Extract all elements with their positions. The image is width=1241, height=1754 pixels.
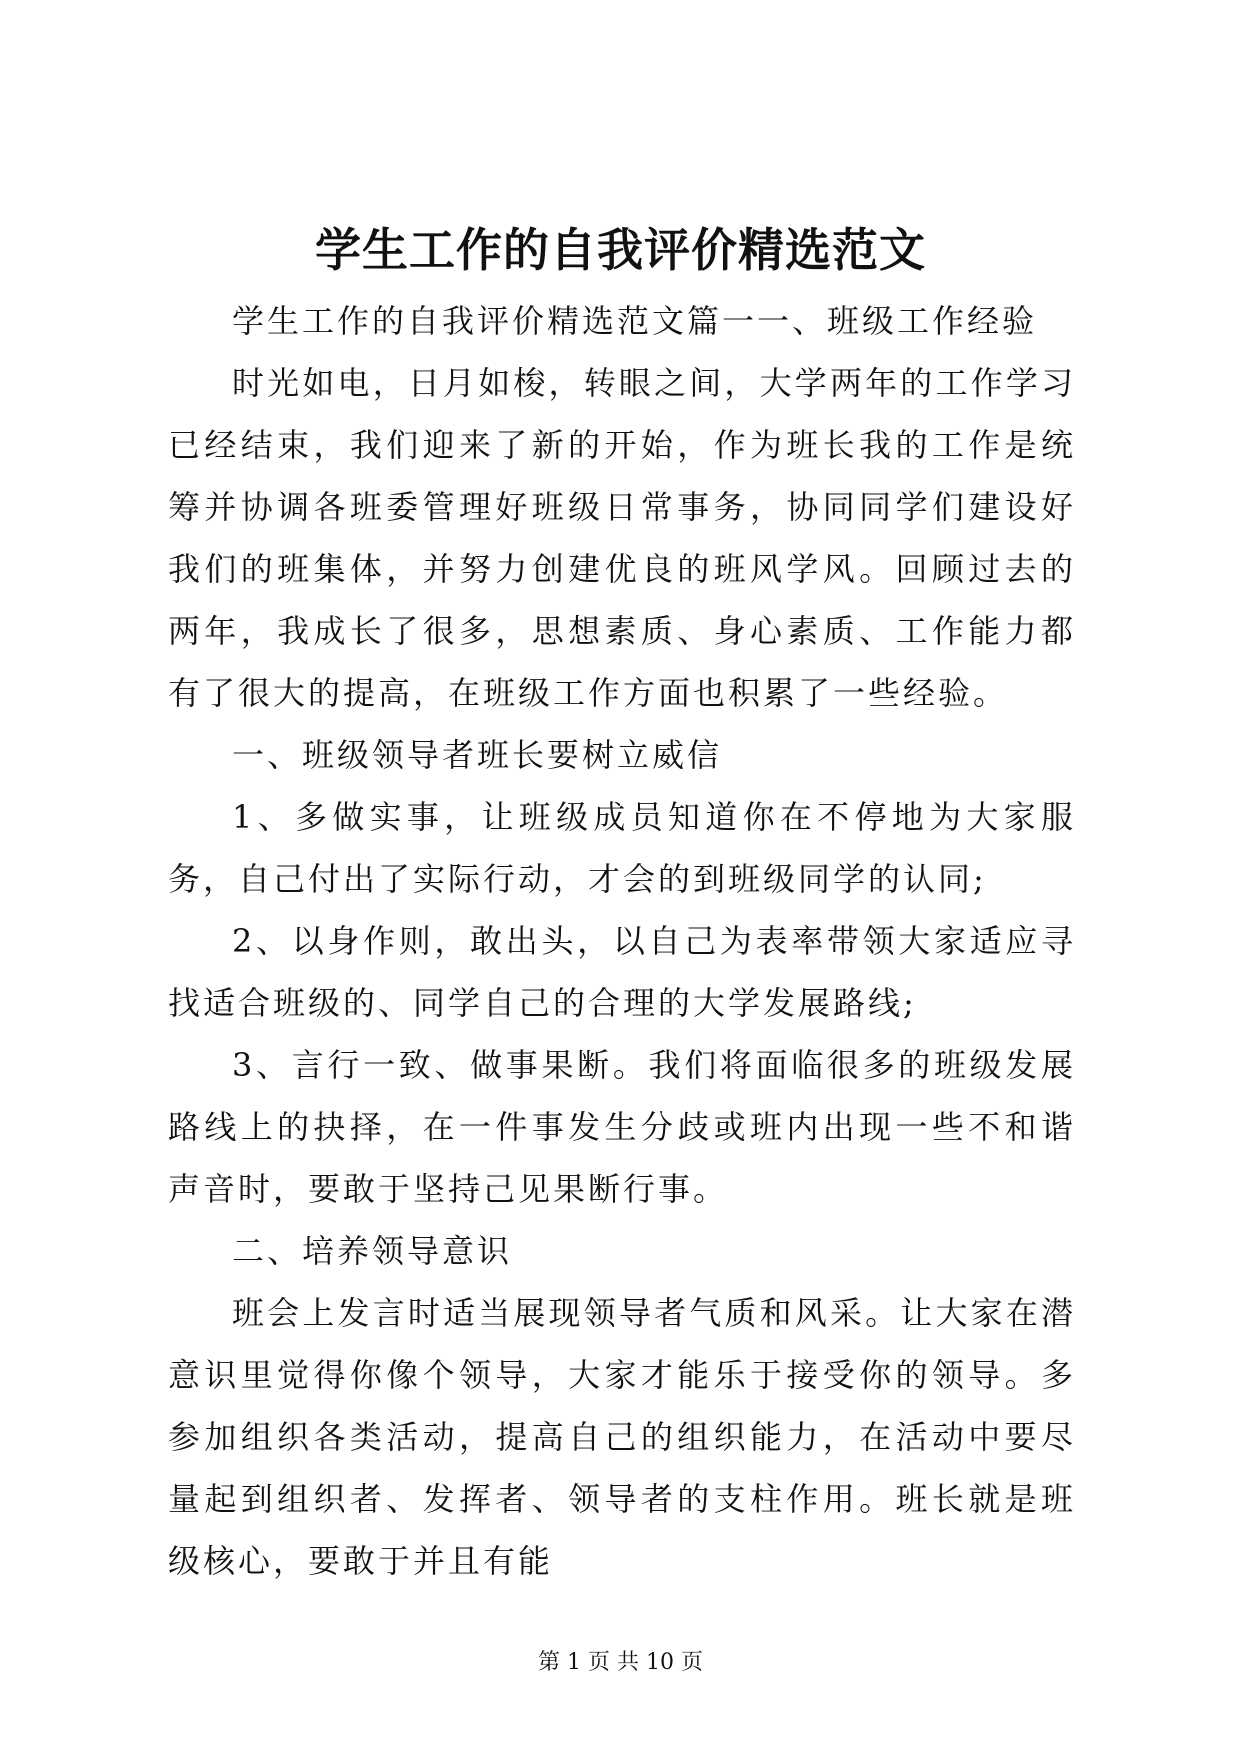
document-body: [168, 290, 1076, 1592]
paragraph-heading-2: 二、培养领导意识: [232, 1232, 513, 1270]
paragraph-item-3: 3、言行一致、做事果断。我们将面临很多的班级发展路线上的抉择，在一件事发生分歧或班内出现一些不和谐声音时，要敢于坚持己见果断行事。: [168, 1046, 1076, 1208]
paragraph-heading-1: 一、班级领导者班长要树立威信: [232, 736, 723, 774]
paragraph-intro: 时光如电，日月如梭，转眼之间，大学两年的工作学习已经结束，我们迎来了新的开始，作为班长我的工作是统筹并协调各班委管理好班级日常事务，协同同学们建设好我们的班集体，并努力创建优良的班风学风。回顾过去的两年，我成长了很多，思想素质、身心素质、工作能力都有了很大的提高，在班级工作方面也积累了一些经验。: [168, 364, 1076, 712]
document-title: 学生工作的自我评价精选范文: [315, 223, 926, 277]
paragraph-item-1: 1、多做实事，让班级成员知道你在不停地为大家服务，自己付出了实际行动，才会的到班级同学的认同;: [168, 798, 1076, 898]
paragraph-item-2: 2、以身作则，敢出头，以自己为表率带领大家适应寻找适合班级的、同学自己的合理的大学发展路线;: [168, 922, 1076, 1022]
paragraph-leadership: 班会上发言时适当展现领导者气质和风采。让大家在潜意识里觉得你像个领导，大家才能乐于接受你的领导。多参加组织各类活动，提高自己的组织能力，在活动中要尽量起到组织者、发挥者、领导者的支柱作用。班长就是班级核心，要敢于并且有能: [168, 1294, 1076, 1580]
paragraph-section-heading: 学生工作的自我评价精选范文篇一一、班级工作经验: [232, 302, 1038, 340]
page-footer: 第 1 页 共 10 页: [538, 1650, 703, 1675]
